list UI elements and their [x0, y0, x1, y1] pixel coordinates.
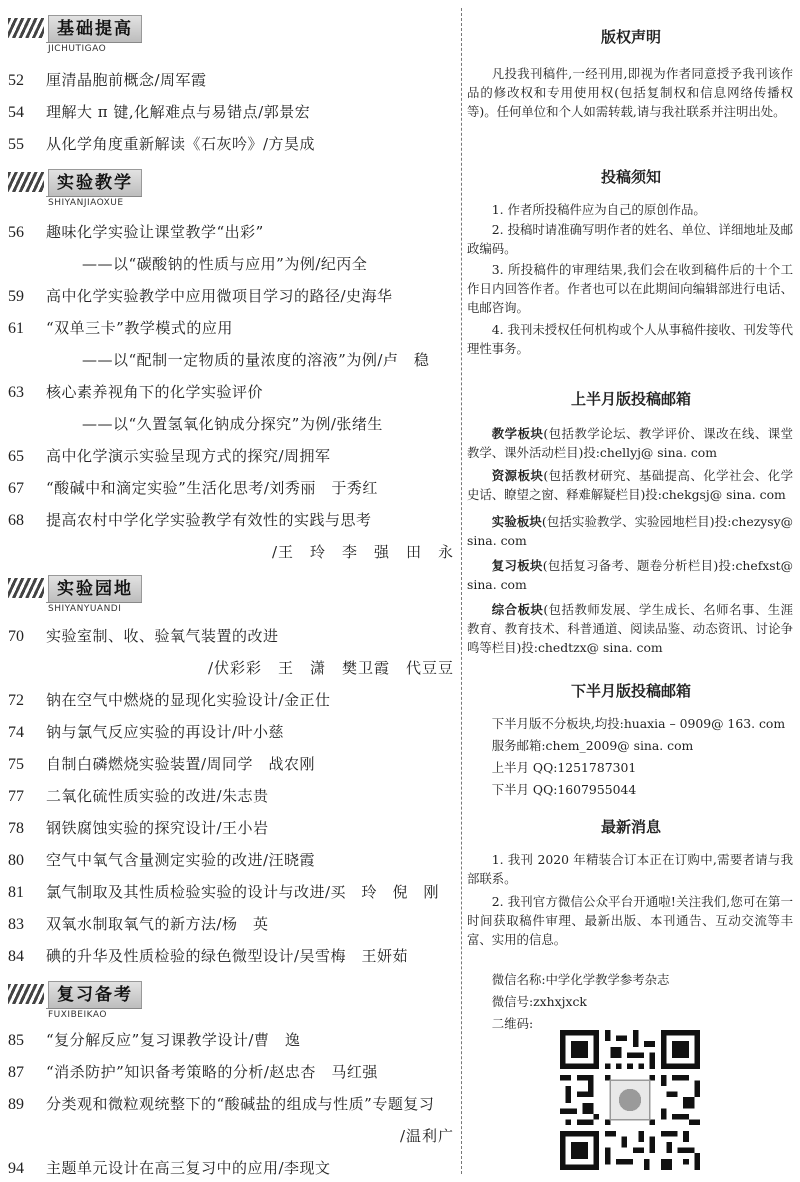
toc-entry[interactable]: 67 “酸碱中和滴定实验”生活化思考/刘秀丽 于秀红 [8, 479, 378, 497]
toc-entry[interactable]: 89 分类观和微粒观统整下的“酸碱盐的组成与性质”专题复习 [8, 1095, 435, 1113]
section-subtitle: SHIYANYUANDI [48, 604, 122, 614]
board-entry: 实验板块(包括实验教学、实验园地栏目)投:chezysy@ sina. com [467, 514, 794, 548]
qr-label: 二维码: [491, 1016, 534, 1031]
board-entry: 教学板块(包括教学论坛、教学评价、课改在线、课堂教学、课外活动栏目)投:chellyj@ sina. com [467, 426, 793, 460]
board-entry: 复习板块(包括复习备考、题卷分析栏目)投:chefxst@ sina. com [467, 558, 793, 592]
second-half-line: 下半月版不分板块,均投:huaxia – 0909@ 163. com [491, 716, 786, 731]
toc-entry[interactable]: 81 氯气制取及其性质检验实验的设计与改进/买 玲 倪 刚 [8, 883, 440, 901]
section-header-fuxibeikao [8, 980, 138, 1020]
wechat-id: 微信号:zxhxjxck [491, 994, 587, 1009]
toc-entry-subtitle: ——以“久置氢氧化钠成分探究”为例/张绪生 [82, 415, 383, 433]
second-half-line: 服务邮箱:chem_2009@ sina. com [491, 738, 694, 753]
toc-entry[interactable]: 68 提高农村中学化学实验教学有效性的实践与思考 [8, 511, 372, 529]
section-header-shiyanjiaoxue [8, 168, 138, 208]
toc-entry[interactable]: 65 高中化学演示实验呈现方式的探究/周拥军 [8, 447, 331, 465]
toc-entry[interactable]: 94 主题单元设计在高三复习中的应用/李现文 [8, 1159, 331, 1177]
second-half-line: 上半月 QQ:1251787301 [491, 760, 637, 775]
info-column [467, 0, 795, 1182]
notice-item: 3. 所投稿件的审理结果,我们会在收到稿件后的十个工作日内回答作者。作者也可以在此期间向编辑部进行电话、电邮咨询。 [467, 262, 793, 315]
toc-entry-authors: /王 玲 李 强 田 永 [271, 543, 454, 561]
toc-entry-authors: /温利广 [399, 1127, 454, 1145]
copyright-text: 凡投我刊稿件,一经刊用,即视为作者同意授予我刊该作品的修改权和专用使用权(包括复制权和信息网络传播权等)。任何单位和个人如需转载,请与我社联系并注明出处。 [467, 66, 793, 119]
toc-entry[interactable]: 52 厘清晶胞前概念/周军霞 [8, 71, 207, 89]
toc-entry[interactable]: 78 钢铁腐蚀实验的探究设计/王小岩 [8, 819, 269, 837]
toc-entry[interactable]: 63 核心素养视角下的化学实验评价 [8, 383, 264, 401]
section-subtitle: FUXIBEIKAO [48, 1010, 107, 1020]
section-title: 实验教学 [48, 169, 142, 197]
toc-entry[interactable]: 87 “消杀防护”知识备考策略的分析/赵忠杏 马红强 [8, 1063, 378, 1081]
toc-entry[interactable]: 54 理解大 π 键,化解难点与易错点/郭景宏 [8, 103, 311, 121]
notice-item: 4. 我刊未授权任何机构或个人从事稿件接收、刊发等代理性事务。 [467, 322, 793, 356]
section-title: 基础提高 [48, 15, 142, 43]
first-half-heading: 上半月版投稿邮箱 [570, 390, 691, 408]
second-half-heading: 下半月版投稿邮箱 [570, 682, 691, 700]
toc-entry[interactable]: 56 趣味化学实验让课堂教学“出彩” [8, 223, 264, 241]
section-header-jichutigao [8, 14, 138, 54]
toc-entry-authors: /伏彩彩 王 潇 樊卫霞 代豆豆 [207, 659, 454, 677]
wechat-name: 微信名称:中学化学教学参考杂志 [491, 972, 670, 987]
news-item: 1. 我刊 2020 年精装合订本正在订购中,需要者请与我部联系。 [467, 852, 793, 886]
notice-item: 1. 作者所投稿件应为自己的原创作品。 [491, 202, 706, 217]
toc-entry[interactable]: 72 钠在空气中燃烧的显现化实验设计/金正仕 [8, 691, 331, 709]
notice-heading: 投稿须知 [600, 168, 661, 186]
qr-code-icon[interactable] [560, 1030, 700, 1170]
toc-entry-subtitle: ——以“碳酸钠的性质与应用”为例/纪丙全 [82, 255, 368, 273]
copyright-heading: 版权声明 [600, 28, 661, 46]
toc-entry[interactable]: 80 空气中氧气含量测定实验的改进/汪晓霞 [8, 851, 316, 869]
toc-entry[interactable]: 75 自制白磷燃烧实验装置/周同学 战农刚 [8, 755, 316, 773]
section-subtitle: SHIYANJIAOXUE [48, 198, 124, 208]
toc-entry[interactable]: 59 高中化学实验教学中应用微项目学习的路径/史海华 [8, 287, 393, 305]
toc-entry[interactable]: 55 从化学角度重新解读《石灰吟》/方昊成 [8, 135, 316, 153]
news-heading: 最新消息 [600, 818, 661, 836]
toc-entry[interactable]: 74 钠与氯气反应实验的再设计/叶小慈 [8, 723, 285, 741]
second-half-line: 下半月 QQ:1607955044 [491, 782, 637, 797]
section-header-shiyanyuandi [8, 574, 138, 614]
toc-entry[interactable]: 85 “复分解反应”复习课教学设计/曹 逸 [8, 1031, 301, 1049]
section-title: 实验园地 [48, 575, 142, 603]
toc-entry-subtitle: ——以“配制一定物质的量浓度的溶液”为例/卢 稳 [82, 351, 430, 369]
toc-entry[interactable]: 84 碘的升华及性质检验的绿色微型设计/吴雪梅 王妍茹 [8, 947, 409, 965]
column-divider [461, 8, 462, 1174]
news-item: 2. 我刊官方微信公众平台开通啦!关注我们,您可在第一时间获取稿件审理、最新出版、本刊通告、互动交流等丰富、实用的信息。 [467, 894, 793, 947]
toc-entry[interactable]: 70 实验室制、收、验氧气装置的改进 [8, 627, 279, 645]
board-entry: 综合板块(包括教师发展、学生成长、名师名事、生涯教育、教育技术、科普通道、阅读品鉴、动态资讯、讨论争鸣等栏目)投:chedtzx@ sina. com [467, 602, 793, 655]
section-subtitle: JICHUTIGAO [48, 44, 107, 54]
toc-entry[interactable]: 77 二氧化硫性质实验的改进/朱志贵 [8, 787, 269, 805]
toc-entry[interactable]: 61 “双单三卡”教学模式的应用 [8, 319, 233, 337]
board-entry: 资源板块(包括教材研究、基础提高、化学社会、化学史话、瞭望之窗、释难解疑栏目)投:chekgsj@ sina. com [467, 468, 793, 502]
section-title: 复习备考 [48, 981, 142, 1009]
toc-entry[interactable]: 83 双氧水制取氧气的新方法/杨 英 [8, 915, 269, 933]
notice-item: 2. 投稿时请准确写明作者的姓名、单位、详细地址及邮政编码。 [467, 222, 793, 256]
